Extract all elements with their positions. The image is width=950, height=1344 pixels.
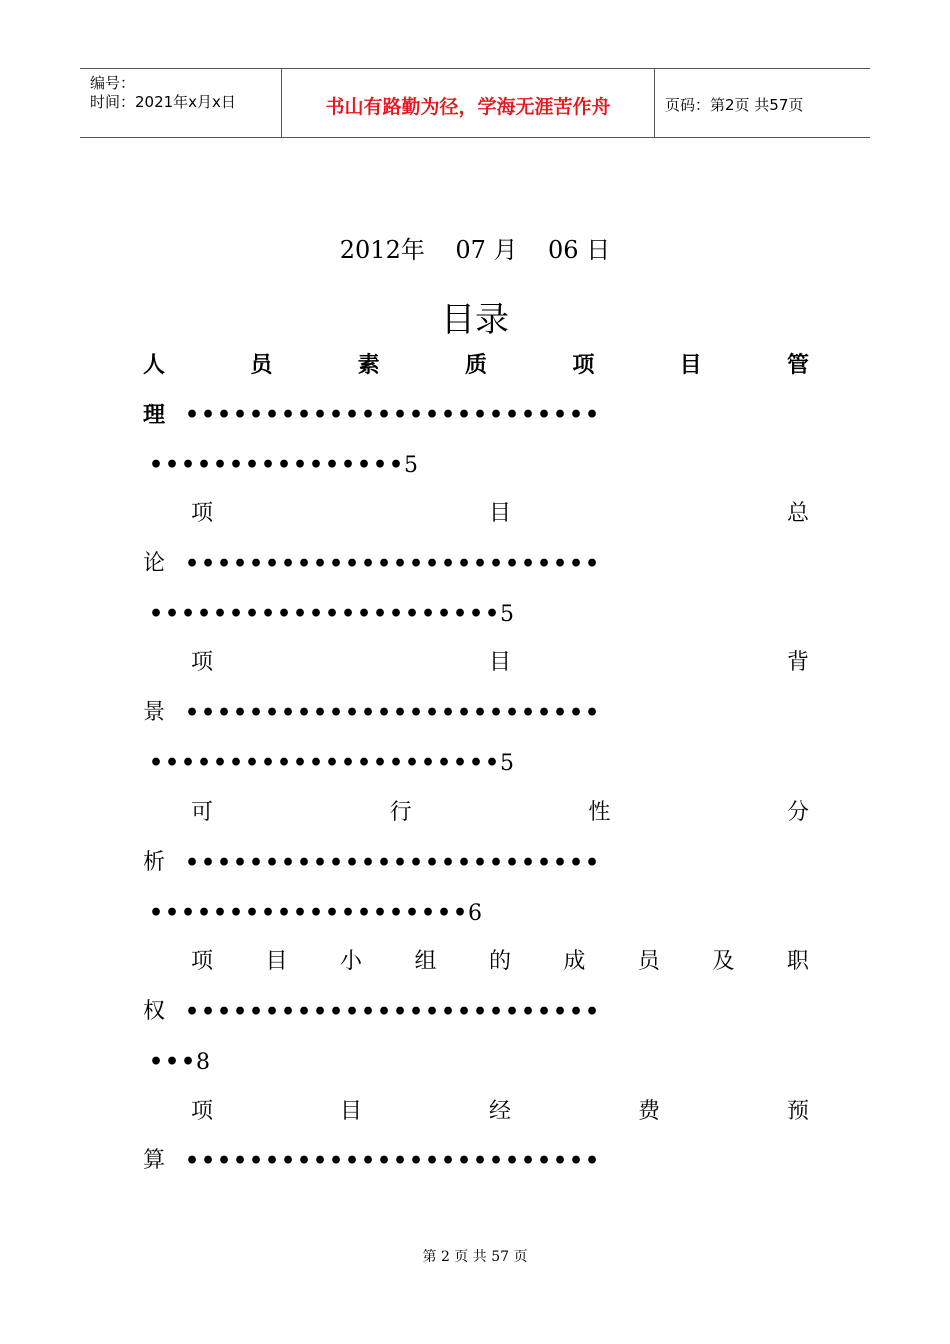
toc-leader-dots: •••••••••••••••••••••••••• [184,1148,600,1174]
toc-title-char: 目 [265,949,288,974]
toc-title-char: 项 [191,650,214,675]
toc-title-char: 及 [712,949,735,974]
toc-title: 目录 [441,300,509,340]
toc-title-char: 员 [250,352,273,378]
toc-title-char: 项 [191,501,214,526]
toc-title-char: 素 [357,352,380,378]
toc-page-number: 5 [500,751,514,776]
toc-entry-page-row [143,599,809,629]
toc-title-char: 经 [488,1099,511,1124]
toc-title-char: 目 [679,352,702,378]
header-page-number: 页码：第2页 共57页 [665,96,804,114]
document-date: 2012年 07 月 06 日 [339,236,611,264]
toc-title-char: 目 [488,501,511,526]
toc-title-last-char: 算 [143,1148,166,1173]
toc-leader-dots: ••••••••••••••••••••••5 [148,750,514,776]
toc-title-last-char: 景 [143,700,166,725]
toc-title-char: 质 [464,352,487,378]
toc-title-char: 行 [389,800,412,825]
toc-title-char: 小 [339,949,362,974]
toc-entry-leader-row [143,549,809,579]
toc-leader-dots: •••••••••••••••••••••••••• [184,551,600,577]
toc-entry-title-row[interactable] [143,350,809,380]
toc-leader-dots: •••••••••••••••••••••••••• [184,402,600,428]
toc-leader-dots: •••8 [148,1049,210,1075]
toc-entry-page-row [143,450,809,480]
toc-title-char: 项 [191,1099,214,1124]
toc-entry-leader-row [143,698,809,728]
toc-entry-leader-row [143,400,809,430]
toc-entry-title-row[interactable] [191,798,809,828]
toc-title-last-char: 理 [143,402,166,428]
toc-page-number: 5 [404,453,418,478]
header-page-cell [655,69,870,137]
toc-title-char: 费 [637,1099,660,1124]
toc-title-char: 背 [786,650,809,675]
toc-title-char: 项 [572,352,595,378]
toc-title-char: 性 [588,800,611,825]
page-footer: 第 2 页 共 57 页 [422,1249,528,1265]
toc-title-char: 管 [786,352,809,378]
toc-page-number: 6 [468,901,482,926]
toc-title-last-char: 析 [143,850,166,875]
toc-leader-dots: •••••••••••••••••••••••••• [184,850,600,876]
toc-entry-title-row[interactable] [191,1097,809,1127]
toc-leader-dots: •••••••••••••••••••••••••• [184,700,600,726]
toc-title-char: 项 [191,949,214,974]
toc-title-char: 的 [488,949,511,974]
toc-title-char: 组 [414,949,437,974]
toc-title-char: 总 [786,501,809,526]
toc-page-number: 5 [500,602,514,627]
toc-leader-dots: •••••••••••••••••••••••••• [184,999,600,1025]
toc-title-char: 预 [786,1099,809,1124]
page-header [80,68,870,138]
toc-entry-page-row [143,898,809,928]
toc-entry-title-row[interactable] [191,648,809,678]
toc-title-char: 目 [488,650,511,675]
header-info-cell [80,69,282,137]
toc-title-char: 目 [339,1099,362,1124]
toc-leader-dots: ••••••••••••••••5 [148,452,418,478]
toc-title-char: 职 [786,949,809,974]
toc-page-number: 8 [196,1050,210,1075]
header-time-label: 时间：2021年x月x日 [90,93,236,111]
toc-entry-leader-row [143,997,809,1027]
toc-entry-leader-row [143,1146,809,1176]
toc-title-char: 成 [563,949,586,974]
header-motto-cell [282,69,655,137]
toc-leader-dots: ••••••••••••••••••••6 [148,900,482,926]
toc-title-char: 可 [191,800,214,825]
toc-title-char: 分 [786,800,809,825]
toc-title-last-char: 权 [143,999,166,1024]
toc-title-char: 员 [637,949,660,974]
toc-leader-dots: ••••••••••••••••••••••5 [148,601,514,627]
toc-title-last-char: 论 [143,551,166,576]
toc-entry-title-row[interactable] [191,947,809,977]
header-motto: 书山有路勤为径，学海无涯苦作舟 [325,96,611,118]
toc-title-char: 人 [143,352,166,378]
header-number-label: 编号： [90,74,136,92]
toc-entry-leader-row [143,848,809,878]
toc-entry-page-row [143,1047,809,1077]
toc-entry-title-row[interactable] [191,499,809,529]
toc-entry-page-row [143,748,809,778]
